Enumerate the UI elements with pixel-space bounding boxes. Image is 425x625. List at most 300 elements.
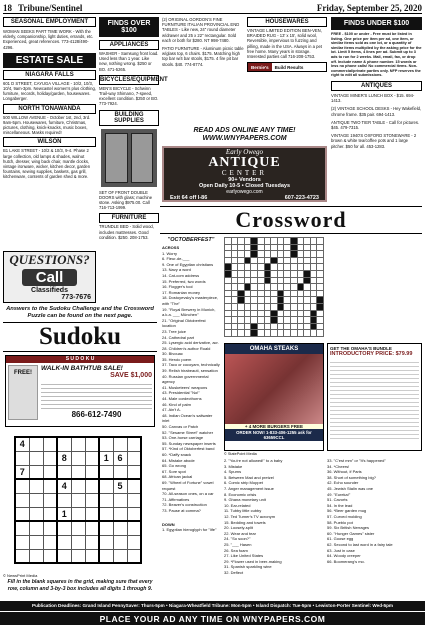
- sudoku-cell: [29, 437, 43, 451]
- page-number: 18: [3, 2, 12, 13]
- antique-center: CENTER: [221, 169, 268, 177]
- crossword-clue: 44. Male cordecthorns: [162, 396, 202, 402]
- crossword-cell: [284, 277, 291, 284]
- sudoku-cell: [71, 549, 85, 563]
- crossword-cell: [251, 323, 258, 330]
- crossword-clue: 17. Romanian money: [162, 289, 201, 295]
- down3-list: [327, 458, 422, 564]
- crossword-cell: [304, 303, 311, 310]
- omaha-offer: [327, 343, 422, 451]
- crossword-cell: [317, 290, 324, 297]
- crossword-clue: 60. "Hunger Games" sister: [327, 530, 375, 536]
- crossword-clue: 35. Heroic poem: [162, 356, 192, 362]
- page-header: [3, 2, 422, 14]
- crossword-cell: [317, 251, 324, 258]
- questions-text: QUESTIONS?: [9, 252, 90, 267]
- crossword-cell: [277, 264, 284, 271]
- right-column: [331, 17, 422, 149]
- crossword-cell: [225, 277, 232, 284]
- sudoku-cell: [15, 549, 29, 563]
- crossword-clue: 53. One-horse carriage: [162, 435, 204, 441]
- read-ads-banner: [162, 127, 327, 143]
- crossword-clue: 66. Boomerang's mo.: [327, 558, 365, 564]
- omaha-burgers: + 4 MORE BURGERS FREE: [225, 424, 323, 429]
- crossword-cell: [310, 277, 317, 284]
- crossword-cell: [277, 303, 284, 310]
- sudoku-cell: [127, 437, 141, 451]
- crossword-cell: [310, 297, 317, 304]
- crossword-clue: 45. Jewish Stalin was one: [327, 485, 374, 491]
- crossword-clue: 46. Kind of palm: [162, 401, 191, 407]
- crossword-cell: [297, 257, 304, 264]
- sudoku-band: S U D O K U: [6, 356, 154, 363]
- crossword-clue: 56. *Beer garden mug: [327, 508, 367, 514]
- crossword-cell: [257, 251, 264, 258]
- crossword-clue: 73. Pause at comma?: [162, 507, 201, 513]
- crossword-cell: [225, 270, 232, 277]
- crossword-cell: [317, 330, 324, 337]
- crossword-cell: [244, 238, 251, 245]
- crossword-clue: 19. "Royal Brewery in Munich, a.k.a. ___ München": [162, 306, 216, 318]
- sudoku-cell: [29, 465, 43, 479]
- crossword-cell: [264, 297, 271, 304]
- employment-text: WOMAN SEEKS PART TIME WORK - With the elderly, companionship, light duties, errands, etc. Experienced, great references. 773-4128/490-4296.: [3, 29, 94, 50]
- crossword-cell: [225, 303, 232, 310]
- crossword-cell: [251, 310, 258, 317]
- crossword-cell: [317, 270, 324, 277]
- crossword-cell: [297, 323, 304, 330]
- crossword-clue: 7. Anger management issue: [224, 485, 274, 491]
- free-badge: FREE!: [8, 365, 38, 420]
- crossword-cell: [290, 244, 297, 251]
- crossword-cell: [277, 284, 284, 291]
- crossword-cell: [310, 244, 317, 251]
- crossword-cell: [317, 244, 324, 251]
- doors-text: SET OF FRONT DOUBLE DOORS with glass; machine stone. Asking $975.00. Call 716-713-1999.: [99, 189, 153, 211]
- crossword-clue: 55. Sunday newspaper inserts: [162, 440, 216, 446]
- sudoku-cell: [113, 535, 127, 549]
- crossword-cell: [264, 238, 271, 245]
- crossword-cell: [310, 284, 317, 291]
- crossword-cell: [264, 323, 271, 330]
- sudoku-cell: [43, 437, 57, 451]
- antique-vendors: 90+ Vendors: [228, 177, 261, 183]
- crossword-cell: [297, 317, 304, 324]
- crossword-cell: [277, 317, 284, 324]
- crossword-across: [162, 237, 220, 533]
- sudoku-cell: [71, 507, 85, 521]
- crossword-clue: 38. Short of something big?: [327, 474, 376, 480]
- sudoku-cell: [57, 549, 71, 563]
- crossword-cell: [244, 310, 251, 317]
- sudoku-cell: [15, 535, 29, 549]
- crossword-clue: 61. Goose egg: [327, 536, 354, 542]
- crossword-cell: [238, 244, 245, 251]
- crossword-clue: 23. Tree juice: [162, 328, 187, 334]
- crossword-cell: [271, 297, 278, 304]
- crossword-clue: 8. Economic crisis: [224, 491, 257, 497]
- sudoku-cell: [127, 451, 141, 465]
- crossword-cell: [271, 264, 278, 271]
- crossword-cell: [238, 290, 245, 297]
- sudoku-cell: [15, 521, 29, 535]
- sudoku-cell: [99, 549, 113, 563]
- sudoku-grid-wrap: [14, 436, 142, 564]
- sudoku-cell: [43, 493, 57, 507]
- crossword-cell: [244, 303, 251, 310]
- crossword-cell: [244, 330, 251, 337]
- down-list: [162, 527, 220, 533]
- sudoku-cell: [43, 507, 57, 521]
- crossword-cell: [231, 297, 238, 304]
- crossword-cell: [310, 330, 317, 337]
- crossword-cell: [284, 257, 291, 264]
- employment-heading: SEASONAL EMPLOYMENT: [3, 17, 96, 27]
- crossword-cell: [297, 238, 304, 245]
- crossword-cell: [277, 251, 284, 258]
- crossword-grid-wrap: [224, 237, 324, 337]
- crossword-clue: 57. *Kind of Oktoberfest band: [162, 446, 215, 452]
- crossword-cell: [271, 284, 278, 291]
- crossword-cell: [297, 251, 304, 258]
- crossword-cell: [310, 290, 317, 297]
- crossword-cell: [290, 284, 297, 291]
- crossword-cell: [257, 330, 264, 337]
- furniture-heading: FURNITURE: [99, 213, 159, 223]
- crossword-cell: [284, 238, 291, 245]
- crossword-clue: 5. Between Mad and pretzel: [224, 474, 274, 480]
- crossword-cell: [257, 290, 264, 297]
- sudoku-cell: [71, 437, 85, 451]
- crossword-cell: [231, 270, 238, 277]
- crossword-cell: [284, 251, 291, 258]
- crossword-cell: [244, 317, 251, 324]
- sudoku-instructions: Fill in the blank squares in the grid, making sure that every row, column and 3-by-3 box includes all digits 1 through 9.: [7, 579, 153, 592]
- sudoku-cell: [43, 451, 57, 465]
- crossword-clue: 6. Comic strip Moppet: [224, 480, 263, 486]
- crossword-cell: [297, 290, 304, 297]
- crossword-cell: [297, 270, 304, 277]
- sudoku-cell: [71, 451, 85, 465]
- classifieds-text: Classifieds: [31, 287, 68, 294]
- crossword-clue: 51. Cavorts: [327, 497, 348, 503]
- sudoku-cell: [113, 437, 127, 451]
- sudoku-cell: [99, 507, 113, 521]
- crossword-cell: [290, 264, 297, 271]
- crossword-clue: 20. Loosely-split: [224, 525, 253, 531]
- sudoku-cell: [57, 465, 71, 479]
- crossword-clue: 52. "Sesame Street" watcher: [162, 429, 214, 435]
- antique-hours: Open Daily 10-5 • Closed Tuesdays: [198, 183, 291, 189]
- crossword-cell: [264, 257, 271, 264]
- crossword-clue: 12. Ted Turner's TV acronym: [224, 513, 276, 519]
- crossword-cell: [251, 270, 258, 277]
- crossword-cell: [251, 303, 258, 310]
- crossword-cell: [251, 257, 258, 264]
- crossword-title: Crossword: [160, 206, 422, 234]
- crossword-cell: [290, 270, 297, 277]
- crossword-clue: 28. Children's author Roald: [162, 345, 211, 351]
- crossword-cell: [271, 257, 278, 264]
- crossword-clue: 9. One of Egyptian christians: [162, 261, 214, 267]
- crossword-cell: [231, 238, 238, 245]
- crossword-cell: [231, 277, 238, 284]
- sudoku-cell: [113, 465, 127, 479]
- sudoku-cell: [127, 535, 141, 549]
- crossword-cell: [244, 270, 251, 277]
- crossword-cell: [310, 310, 317, 317]
- crossword-cell: [225, 290, 232, 297]
- crossword-cell: [290, 238, 297, 245]
- crossword-clue: 9. Ghana monetary unit: [224, 497, 266, 503]
- crossword-cell: [290, 317, 297, 324]
- crossword-cell: [244, 257, 251, 264]
- crossword-cell: [257, 297, 264, 304]
- crossword-cell: [244, 244, 251, 251]
- deadlines-bar: Publication Deadlines: Grand Island PennySaver: Thurs-5pm • Niagara-Wheatfield Tribune: Mon-5pm • Island Dispatch: Tue-5pm • Lewiston-Porter Sentinel: Wed-5pm: [0, 601, 425, 611]
- crossword-cell: [231, 284, 238, 291]
- omaha-order: ORDER NOW! 1-833-406-1255 ask for 63659CCL: [225, 429, 323, 441]
- crossword-cell: [297, 284, 304, 291]
- crossword-cell: [290, 290, 297, 297]
- crossword-cell: [284, 303, 291, 310]
- crossword-cell: [251, 317, 258, 324]
- crossword-clue: 37. Taco or cocoyam, technically: [162, 362, 220, 368]
- sudoku-cell: 5: [113, 479, 127, 493]
- crossword-clue: 31. Spanish sparkling wine: [224, 564, 272, 570]
- crossword-cell: [304, 310, 311, 317]
- crossword-clue: 67. Sore spot: [162, 468, 186, 474]
- crossword-cell: [251, 238, 258, 245]
- sudoku-cell: 4: [57, 479, 71, 493]
- patio-text: PATIO FURNITURE - Aluminum picnic table w/glass top, 6 chairs. $175. Matching high top bar w/4 bar stools, $175. 4 fire pit bar stools. $40. 774-8774.: [162, 46, 244, 67]
- sudoku-cell: [29, 507, 43, 521]
- crossword-cell: [297, 303, 304, 310]
- crossword-cell: [257, 284, 264, 291]
- crossword-clue: 14. Cat-com address: [162, 272, 200, 278]
- crossword-cell: [225, 317, 232, 324]
- crossword-cell: [238, 277, 245, 284]
- sudoku-cell: [113, 493, 127, 507]
- sudoku-cell: [43, 465, 57, 479]
- finds-under-heading: FINDS UNDER $100: [331, 17, 422, 30]
- crossword-clue: 27. Like United States: [224, 553, 264, 559]
- crossword-clue: 70. All-season ones, on a car: [162, 491, 214, 497]
- crossword-clue: 4. Spurns: [224, 469, 242, 475]
- crossword-clue: 47. Ain't A.: [162, 407, 181, 413]
- crossword-cell: [257, 317, 264, 324]
- antique-site: earlyowego.com: [226, 189, 263, 195]
- classifieds-phone: 773-7676: [61, 294, 91, 301]
- sudoku-cell: [29, 479, 43, 493]
- niagara-text: 601 D STREET, CAYUGA VILLAGE - 10/2, 10/3, 10/4, 9am-3pm. Newcastel women's plus clothing, furniture, records, holiday/garden, housewares. Longaberger.: [3, 80, 96, 102]
- bicycles-heading: BICYCLES/EQUIPMENT: [100, 76, 168, 83]
- wilson-text: B1 LAKE STREET - 10/2 & 10/3, 9-4. Phase 2 large collection, old lamps & shades, walnut hutch, dresser, wing back chair, mantle clocks, vintage ironware, wicker, kitchen decor, garden fountains, sewing supplies, baskets, gas grill, kitchenware, contents of garden shed & more.: [3, 148, 91, 180]
- crossword-cell: [271, 277, 278, 284]
- housewares-column: [247, 17, 327, 72]
- crossword-cell: [251, 290, 258, 297]
- crossword-cell: [257, 303, 264, 310]
- crossword-clue: 59. Six British Nerrages: [327, 525, 370, 531]
- crossword-cell: [284, 244, 291, 251]
- crossword-cell: [271, 323, 278, 330]
- crossword-cell: [277, 244, 284, 251]
- sudoku-cell: [85, 465, 99, 479]
- crossword-clue: 25. "___ Hasen: [224, 541, 252, 547]
- crossword-cell: [277, 277, 284, 284]
- crossword-cell: [244, 284, 251, 291]
- crossword-cell: [251, 297, 258, 304]
- crossword-clue: 3. Mistake: [224, 463, 243, 469]
- sudoku-cell: [85, 451, 99, 465]
- crossword-clue: 63. Just in case: [327, 547, 355, 553]
- appliances-text: WASHER - Samsung front load. Used less than 1 year. Like new, nothing wrong. $250 or BO. 471-5265.: [99, 51, 159, 72]
- sudoku-cell: 7: [15, 465, 29, 479]
- crossword-cell: [244, 251, 251, 258]
- crossword-cell: [277, 270, 284, 277]
- crossword-cell: [310, 257, 317, 264]
- finds-over-heading: FINDS OVER $100: [99, 17, 159, 37]
- tub-ad-phone: 866-612-7490: [71, 410, 122, 419]
- sudoku-cell: [127, 479, 141, 493]
- crossword-cell: [304, 284, 311, 291]
- doors-photo: [101, 129, 157, 187]
- sudoku-cell: [29, 549, 43, 563]
- crossword-cell: [264, 303, 271, 310]
- crossword-cell: [284, 270, 291, 277]
- crossword-cell: [317, 238, 324, 245]
- sudoku-cell: [85, 437, 99, 451]
- crossword-cell: [257, 270, 264, 277]
- crossword-cell: [251, 264, 258, 271]
- sudoku-cell: [127, 465, 141, 479]
- crossword-cell: [257, 244, 264, 251]
- crossword-cell: [317, 257, 324, 264]
- crossword-cell: [238, 297, 245, 304]
- crossword-cell: [264, 284, 271, 291]
- sudoku-cell: [29, 521, 43, 535]
- crossword-cell: [304, 290, 311, 297]
- sudoku-cell: [127, 549, 141, 563]
- omaha-bundle: GET THE OMAHA'S BUNDLE: [330, 346, 392, 351]
- gordon-text: (2) ORIGINAL GORDON'S FINE FURNITURE ITALIAN PROVINCIAL END TABLES - Like new, 24" round diameter w/drawer and 25 x 22" rectangular. Sold each or both for $280. NT 998-7480.: [162, 17, 240, 43]
- crossword-cell: [317, 317, 324, 324]
- crossword-cell: [271, 238, 278, 245]
- crossword-cell: [225, 284, 232, 291]
- crossword-cell: [310, 238, 317, 245]
- crossword-clue: 10. Ear-related: [224, 502, 251, 508]
- sudoku-cell: 1: [57, 507, 71, 521]
- finds-under-text: FREE - $100 or under - Free must be listed in listing. One price per item per ad, one item, or similar items sold as one lot, or a quantity of similar items multiplied by the asking price for the lot. Limit 5 items, 4 lines per ad. Submit up to 3 ads to run for 2 weeks. Mail, email, fax, or drop off. Include name & phone number. 15 words or less no phone calls! No commercial items. Non-commercial/private parties only. NFP reserves the right to edit all submissions.: [331, 32, 422, 78]
- antiques-heading: ANTIQUES: [331, 81, 422, 91]
- crossword-cell: [225, 238, 232, 245]
- crossword-clue: 69. "Wheel of Fortune" vowel request: [162, 479, 214, 491]
- crossword-cell: [238, 303, 245, 310]
- crossword-cell: [304, 238, 311, 245]
- sudoku-cell: [15, 493, 29, 507]
- crossword-clue: 24. "So soon?": [224, 536, 251, 542]
- sudoku-cell: [71, 493, 85, 507]
- antique-early: Early Owego: [225, 148, 264, 156]
- steaks-photo: [225, 354, 323, 424]
- sudoku-cell: [99, 437, 113, 451]
- crossword-clue: 50. Canvas or Patch: [162, 424, 199, 429]
- housewares-text: VINTAGE LIMITED EDITION BEN-VEN, BRAIDED RUG - 13' x 15', solid wool, Reversible, impervious to fuzzing and pilling, made in the USA. Always in a pet free home. Many years in storage. Interested parties call 716-208-1753.: [247, 28, 322, 60]
- middle-left-column: [99, 17, 168, 240]
- crossword-cell: [317, 310, 324, 317]
- crossword-cell: [264, 264, 271, 271]
- crossword-cell: [317, 303, 324, 310]
- crossword-cell: [238, 310, 245, 317]
- sudoku-cell: [15, 479, 29, 493]
- crossword-clue: 32. Deflect: [224, 569, 244, 575]
- crossword-cell: [271, 290, 278, 297]
- crossword-cell: [231, 317, 238, 324]
- crossword-cell: [297, 277, 304, 284]
- crossword-clue: 29. *Flower used in beer-making: [224, 558, 282, 564]
- crossword-cell: [264, 270, 271, 277]
- issue-date: Friday, September 25, 2020: [316, 2, 422, 13]
- crossword-cell: [304, 317, 311, 324]
- crossword-cell: [257, 277, 264, 284]
- crossword-credit: © StatePoint Media: [224, 452, 257, 456]
- housewares-heading: HOUSEWARES: [247, 17, 327, 27]
- crossword-cell: [317, 323, 324, 330]
- sudoku-grid: [14, 436, 142, 564]
- crossword-cell: [264, 277, 271, 284]
- sudoku-cell: [127, 493, 141, 507]
- publication-name: Tribune/Sentinel: [18, 2, 83, 13]
- sudoku-cell: [127, 507, 141, 521]
- antiques-4: VINTAGE 1940'S OXFORD STONEWARE - 2 brown & white tea/coffee pots and 1 large pitcher. $50 for all. 453-1283.: [331, 133, 417, 149]
- crossword-cell: [317, 284, 324, 291]
- bernie-name: Bernie's: [248, 63, 272, 71]
- sudoku-cell: 1: [99, 451, 113, 465]
- crossword-cell: [231, 330, 238, 337]
- crossword-cell: [251, 277, 258, 284]
- crossword-cell: [290, 303, 297, 310]
- crossword-cell: [304, 244, 311, 251]
- crossword-clue: 42. Echo sounder: [327, 480, 359, 486]
- crossword-cell: [290, 251, 297, 258]
- crossword-cell: [277, 290, 284, 297]
- center-column: [162, 17, 244, 67]
- crossword-cell: [284, 284, 291, 291]
- sudoku-cell: [57, 437, 71, 451]
- crossword-clue: 26. Sea foam: [224, 547, 248, 553]
- crossword-cell: [284, 317, 291, 324]
- across-list: [162, 251, 220, 514]
- crossword-cell: [238, 330, 245, 337]
- crossword-cell: [238, 251, 245, 258]
- crossword-cell: [284, 323, 291, 330]
- questions-ad: [3, 251, 96, 303]
- sudoku-cell: [85, 507, 99, 521]
- omaha-offer-lines: [330, 359, 419, 439]
- crossword-cell: [297, 330, 304, 337]
- crossword-cell: [277, 238, 284, 245]
- crossword-cell: [231, 257, 238, 264]
- sudoku-cell: [71, 479, 85, 493]
- sudoku-cell: [43, 521, 57, 535]
- crossword-cell: [231, 303, 238, 310]
- crossword-cell: [290, 257, 297, 264]
- crossword-cell: [238, 323, 245, 330]
- crossword-cell: [225, 330, 232, 337]
- crossword-cell: [264, 244, 271, 251]
- crossword-cell: [244, 323, 251, 330]
- furniture-text: TRUNDLE BED - Solid wood, includes mattresses. Good condition. $250. 208-1753.: [99, 224, 154, 240]
